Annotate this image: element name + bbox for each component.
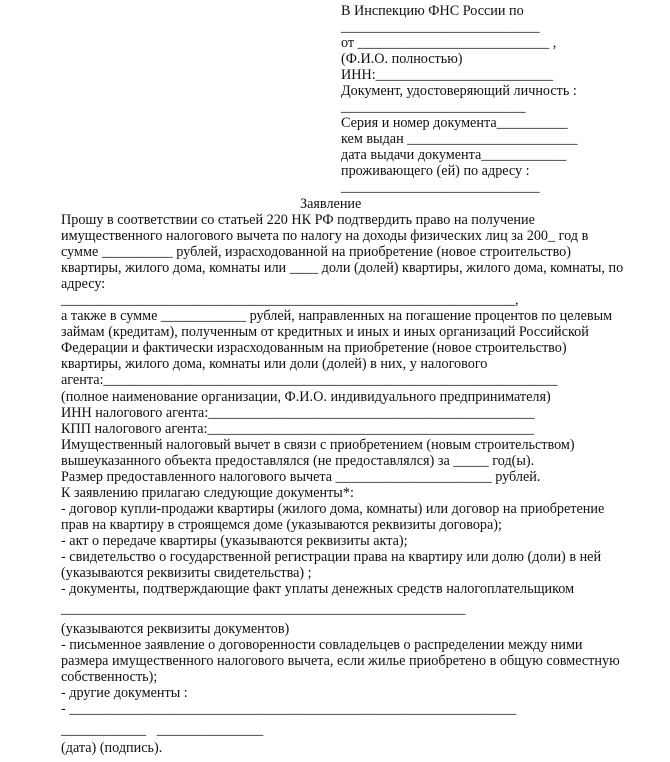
header-from: от ___________________________ ,	[341, 35, 557, 51]
payment-docs-hint: (указываются реквизиты документов)	[61, 621, 290, 637]
body-line: квартиры, жилого дома, комнаты или ____ доли (долей) квартиры, жилого дома, комнаты, по	[61, 260, 624, 276]
header-inspection: В Инспекцию ФНС России по	[341, 3, 524, 19]
header-id-blank: __________________________	[341, 99, 526, 115]
body-line: квартиры, жилого дома, комнаты или доли (долей) в них, у налогового	[61, 356, 488, 372]
body-line: сумме __________ рублей, израсходованной на приобретение (новое строительство)	[61, 244, 571, 260]
other-docs-heading: - другие документы :	[61, 685, 188, 701]
attachment-item: (указываются реквизиты свидетельства) ;	[61, 565, 312, 581]
attachments-heading: К заявлению прилагаю следующие документы*:	[61, 485, 354, 501]
header-residence-blank: ____________________________	[341, 179, 540, 195]
attachment-item: размера имущественного налогового вычета, если жилье приобретено в общую совместную	[61, 653, 620, 669]
header-inspection-blank: ____________________________	[341, 19, 540, 35]
header-series: Серия и номер документа__________	[341, 115, 568, 131]
body-line: займам (кредитам), полученным от кредитных и иных и иных организаций Российской	[61, 324, 589, 340]
body-line: Федерации и фактически израсходованным на приобретение (новое строительство)	[61, 340, 567, 356]
header-fio-hint: (Ф.И.О. полностью)	[341, 51, 463, 67]
body-line: Имущественный налоговый вычет в связи с приобретением (новым строительством)	[61, 437, 575, 453]
attachment-item: - документы, подтверждающие факт уплаты денежных средств налогоплательщиком	[61, 581, 575, 597]
body-line: а также в сумме ____________ рублей, направленных на погашение процентов по целевым	[61, 308, 613, 324]
attachment-item: - договор купли-продажи квартиры (жилого дома, комнаты) или договор на приобретение	[61, 501, 605, 517]
header-issue-date: дата выдачи документа____________	[341, 147, 567, 163]
agent-hint: (полное наименование организации, Ф.И.О. индивидуального предпринимателя)	[61, 389, 551, 405]
attachment-item: - письменное заявление о договоренности совладельцев о распределении между ними	[61, 637, 583, 653]
address-blank: ________________________________________________________________,	[61, 292, 519, 308]
header-id-document: Документ, удостоверяющий личность :	[341, 83, 577, 99]
attachment-item: - акт о передаче квартиры (указываются реквизиты акта);	[61, 533, 408, 549]
body-line: Прошу в соответствии со статьей 220 НК РФ подтвердить право на получение	[61, 212, 535, 228]
date-signature-label: (дата) (подпись).	[61, 740, 163, 756]
agent-inn: ИНН налогового агента:______________________________________________	[61, 405, 535, 421]
body-line: имущественного налогового вычета по налогу на доходы физических лиц за 200_ год в	[61, 228, 589, 244]
payment-docs-blank: _________________________________________________________	[61, 601, 466, 617]
attachment-item: прав на квартиру в строящемся доме (указываются реквизиты договора);	[61, 517, 502, 533]
agent-kpp: КПП налогового агента:______________________________________________	[61, 421, 534, 437]
agent-line: агента:________________________________________________________________	[61, 372, 558, 388]
document-title: Заявление	[300, 196, 362, 212]
body-line: адресу:	[61, 276, 106, 292]
body-line: вышеуказанного объекта предоставлялся (не предоставлялся) за _____ год(ы).	[61, 453, 535, 469]
header-issued-by: кем выдан ________________________	[341, 131, 578, 147]
body-line: Размер предоставленного налогового вычета ______________________ рублей.	[61, 469, 541, 485]
signature-blanks: ____________ _______________	[61, 722, 264, 738]
attachment-item: собственность);	[61, 669, 158, 685]
attachment-item: - свидетельство о государственной регистрации права на квартиру или долю (доли) в ней	[61, 549, 602, 565]
other-docs-blank: - _______________________________________________________________	[61, 701, 517, 717]
header-inn: ИНН:_________________________	[341, 67, 554, 83]
header-residence: проживающего (ей) по адресу :	[341, 163, 530, 179]
